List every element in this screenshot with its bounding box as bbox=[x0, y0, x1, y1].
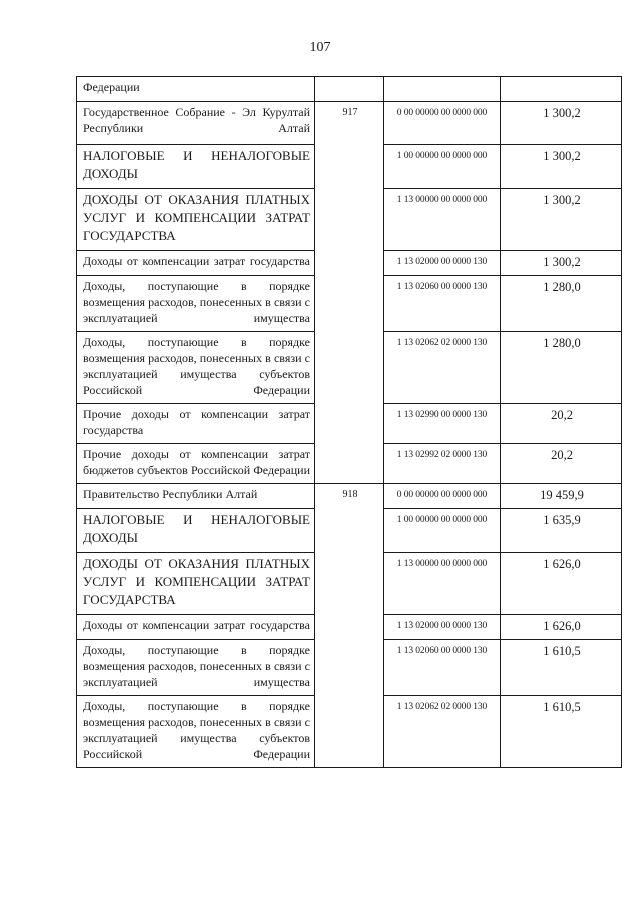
row-amount bbox=[501, 77, 622, 102]
row-amount: 1 610,5 bbox=[501, 696, 622, 768]
row-budget-code: 1 13 02062 02 0000 130 bbox=[384, 696, 501, 768]
row-budget-code: 1 13 02992 02 0000 130 bbox=[384, 444, 501, 484]
row-amount: 1 300,2 bbox=[501, 251, 622, 276]
row-name: Доходы, поступающие в порядке возмещения расходов, понесенных в связи с эксплуатацией имущества bbox=[77, 276, 315, 332]
row-admin-code bbox=[315, 640, 384, 696]
row-amount: 1 300,2 bbox=[501, 102, 622, 145]
row-admin-code bbox=[315, 444, 384, 484]
table-row bbox=[77, 509, 622, 553]
row-amount: 1 300,2 bbox=[501, 189, 622, 251]
row-name: Доходы, поступающие в порядке возмещения расходов, понесенных в связи с эксплуатацией имущества субъектов Российской Федерации bbox=[77, 332, 315, 404]
row-name: Правительство Республики Алтай bbox=[77, 484, 315, 509]
row-budget-code: 1 13 02060 00 0000 130 bbox=[384, 276, 501, 332]
row-budget-code: 1 13 02062 02 0000 130 bbox=[384, 332, 501, 404]
row-budget-code: 1 13 02060 00 0000 130 bbox=[384, 640, 501, 696]
row-name: Доходы от компенсации затрат государства bbox=[77, 615, 315, 640]
row-admin-code bbox=[315, 404, 384, 444]
row-admin-code bbox=[315, 696, 384, 768]
row-admin-code: 918 bbox=[315, 484, 384, 509]
table-row bbox=[77, 276, 622, 332]
row-admin-code: 917 bbox=[315, 102, 384, 145]
row-amount: 1 635,9 bbox=[501, 509, 622, 553]
table-row bbox=[77, 640, 622, 696]
row-budget-code: 1 13 00000 00 0000 000 bbox=[384, 189, 501, 251]
row-name: Прочие доходы от компенсации затрат бюджетов субъектов Российской Федерации bbox=[77, 444, 315, 484]
row-admin-code bbox=[315, 77, 384, 102]
row-admin-code bbox=[315, 251, 384, 276]
row-amount: 19 459,9 bbox=[501, 484, 622, 509]
row-budget-code: 0 00 00000 00 0000 000 bbox=[384, 102, 501, 145]
table-row bbox=[77, 484, 622, 509]
table-row bbox=[77, 553, 622, 615]
row-admin-code bbox=[315, 332, 384, 404]
row-amount: 20,2 bbox=[501, 444, 622, 484]
row-name: ДОХОДЫ ОТ ОКАЗАНИЯ ПЛАТНЫХ УСЛУГ И КОМПЕНСАЦИИ ЗАТРАТ ГОСУДАРСТВА bbox=[77, 189, 315, 251]
page-number: 107 bbox=[309, 40, 331, 55]
row-name: НАЛОГОВЫЕ И НЕНАЛОГОВЫЕ ДОХОДЫ bbox=[77, 145, 315, 189]
row-admin-code bbox=[315, 189, 384, 251]
row-name: Доходы, поступающие в порядке возмещения расходов, понесенных в связи с эксплуатацией имущества bbox=[77, 640, 315, 696]
row-amount: 1 610,5 bbox=[501, 640, 622, 696]
row-budget-code: 1 13 02000 00 0000 130 bbox=[384, 615, 501, 640]
row-name: НАЛОГОВЫЕ И НЕНАЛОГОВЫЕ ДОХОДЫ bbox=[77, 509, 315, 553]
table-row bbox=[77, 404, 622, 444]
table-row bbox=[77, 145, 622, 189]
row-name: ДОХОДЫ ОТ ОКАЗАНИЯ ПЛАТНЫХ УСЛУГ И КОМПЕНСАЦИИ ЗАТРАТ ГОСУДАРСТВА bbox=[77, 553, 315, 615]
row-admin-code bbox=[315, 145, 384, 189]
row-budget-code: 0 00 00000 00 0000 000 bbox=[384, 484, 501, 509]
table-row bbox=[77, 189, 622, 251]
table-row bbox=[77, 102, 622, 145]
row-budget-code: 1 00 00000 00 0000 000 bbox=[384, 145, 501, 189]
row-amount: 20,2 bbox=[501, 404, 622, 444]
row-name: Государственное Собрание - Эл Курултай Республики Алтай bbox=[77, 102, 315, 145]
table-row bbox=[77, 77, 622, 102]
row-admin-code bbox=[315, 553, 384, 615]
row-budget-code bbox=[384, 77, 501, 102]
row-name: Прочие доходы от компенсации затрат государства bbox=[77, 404, 315, 444]
row-amount: 1 626,0 bbox=[501, 615, 622, 640]
table-row bbox=[77, 615, 622, 640]
row-admin-code bbox=[315, 615, 384, 640]
row-amount: 1 300,2 bbox=[501, 145, 622, 189]
table-row bbox=[77, 251, 622, 276]
table-row bbox=[77, 696, 622, 768]
row-admin-code bbox=[315, 276, 384, 332]
row-name: Доходы, поступающие в порядке возмещения расходов, понесенных в связи с эксплуатацией имущества субъектов Российской Федерации bbox=[77, 696, 315, 768]
row-admin-code bbox=[315, 509, 384, 553]
row-amount: 1 280,0 bbox=[501, 332, 622, 404]
row-amount: 1 280,0 bbox=[501, 276, 622, 332]
revenue-table bbox=[76, 76, 622, 768]
row-budget-code: 1 00 00000 00 0000 000 bbox=[384, 509, 501, 553]
row-budget-code: 1 13 02990 00 0000 130 bbox=[384, 404, 501, 444]
row-budget-code: 1 13 02000 00 0000 130 bbox=[384, 251, 501, 276]
table-row bbox=[77, 444, 622, 484]
table-row bbox=[77, 332, 622, 404]
row-amount: 1 626,0 bbox=[501, 553, 622, 615]
row-budget-code: 1 13 00000 00 0000 000 bbox=[384, 553, 501, 615]
row-name: Доходы от компенсации затрат государства bbox=[77, 251, 315, 276]
row-name: Федерации bbox=[77, 77, 315, 102]
